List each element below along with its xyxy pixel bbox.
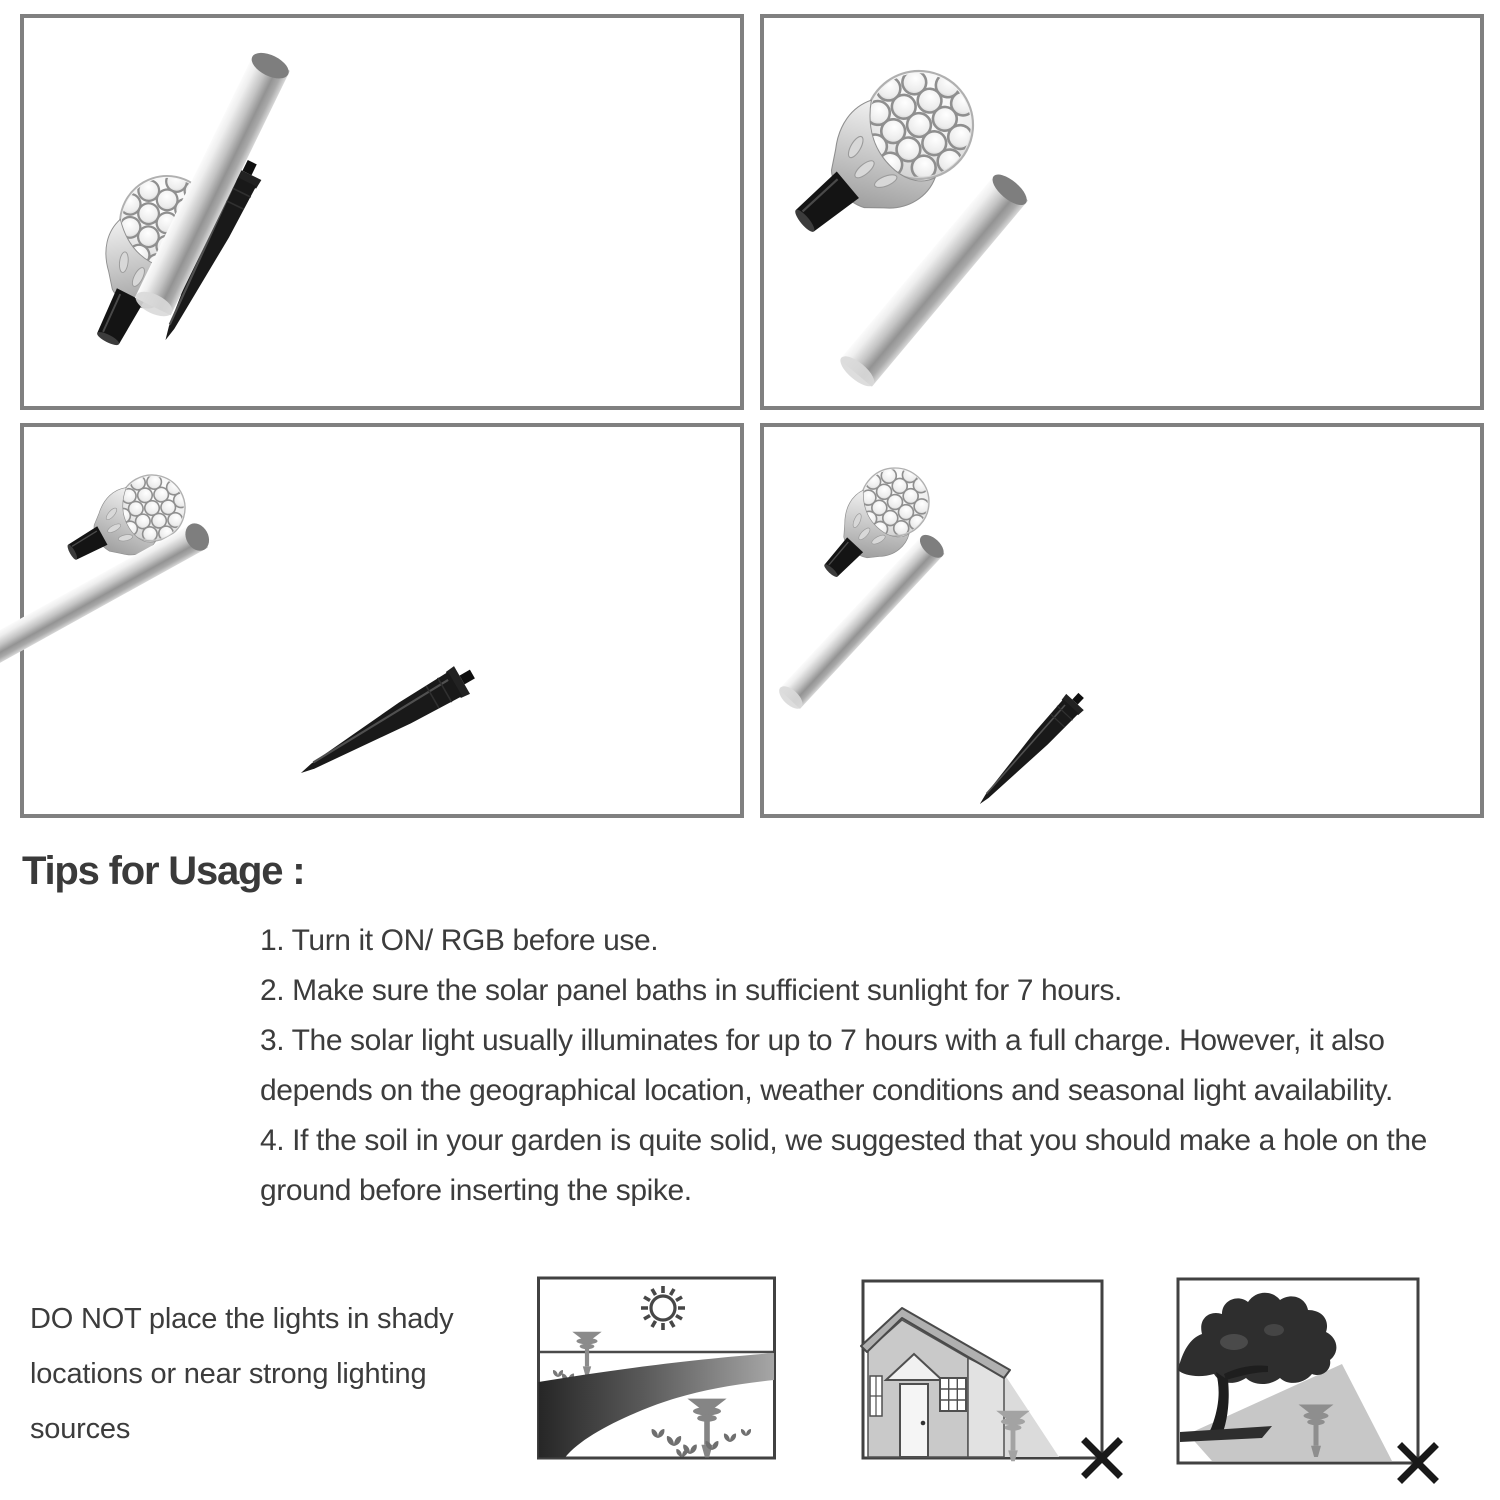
assembly-step-2-panel	[760, 14, 1484, 410]
ground-spike-icon	[971, 687, 1090, 812]
assembly-step-4-panel	[760, 423, 1484, 818]
assembly-step-2-attach-tube-image	[764, 18, 1480, 406]
house-window	[940, 1378, 966, 1411]
warning-text: DO NOT place the lights in shady locations or near strong lighting sources	[30, 1303, 454, 1445]
assembly-step-1-parts-image	[24, 18, 740, 406]
tip-item-4: 4. If the soil in your garden is quite solid, we suggested that you should make a hole on the ground before inserting the spike.	[260, 1124, 1427, 1207]
door-knob	[921, 1421, 926, 1426]
crystal-ball-lamp-head-icon	[802, 449, 948, 598]
tip-item-1: 1. Turn it ON/ RGB before use.	[260, 924, 659, 957]
assembly-step-3-attach-spike-image	[24, 427, 740, 814]
house-door	[900, 1384, 928, 1457]
tip-item-3: 3. The solar light usually illuminates for up to 7 hours with a full charge. However, it also depends on the geographical location, weather conditions and seasonal light availability.	[260, 1024, 1393, 1107]
ground-spike-icon	[293, 660, 480, 787]
canopy-highlight	[1220, 1334, 1248, 1350]
tips-heading: Tips for Usage :	[22, 849, 305, 893]
assembly-step-1-panel	[20, 14, 744, 410]
house-side-window	[870, 1376, 882, 1416]
tip-item-2: 2. Make sure the solar panel baths in sufficient sunlight for 7 hours.	[260, 974, 1122, 1007]
tree-shade-illustration	[1174, 1272, 1442, 1492]
assembly-step-4-assembled-image	[764, 427, 1480, 814]
tips-list	[260, 916, 1470, 1216]
sunny-garden-illustration	[536, 1274, 796, 1474]
canopy-highlight	[1264, 1324, 1284, 1336]
steel-tube-icon	[775, 531, 948, 713]
assembly-step-3-panel	[20, 423, 744, 818]
house-shadow-illustration	[858, 1274, 1124, 1490]
